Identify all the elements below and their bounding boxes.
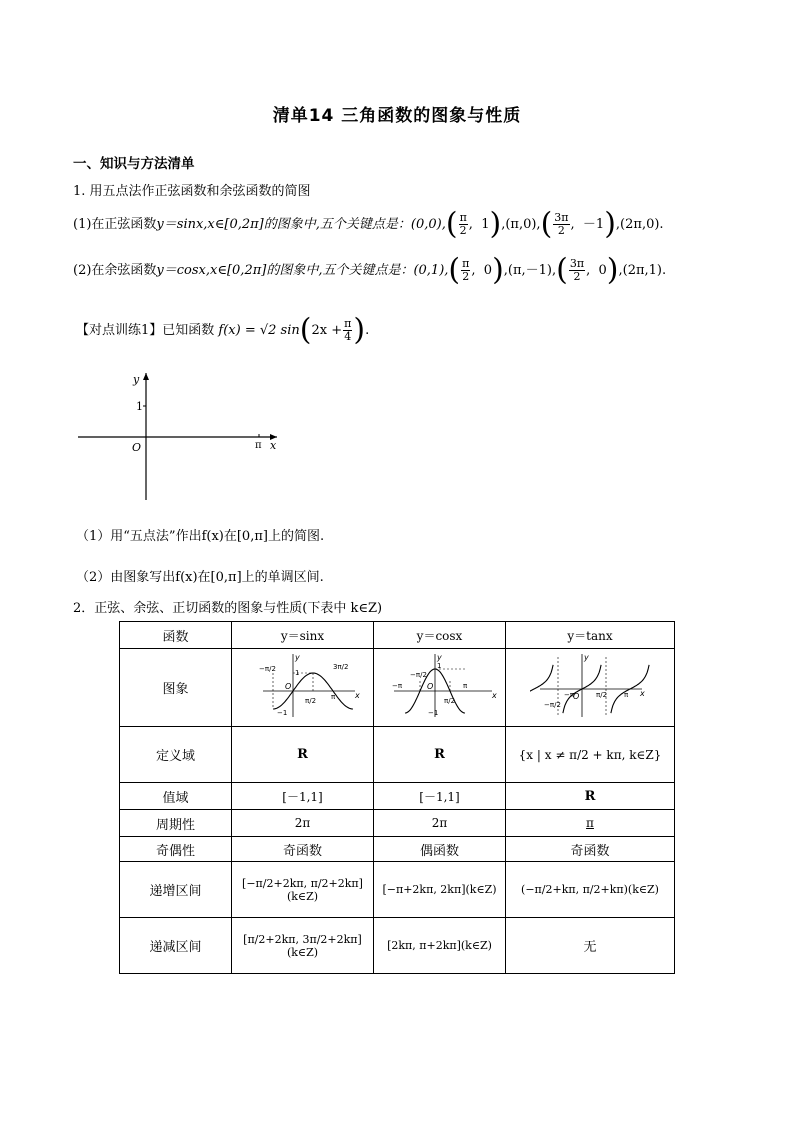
- tangent-origin-label: O: [573, 691, 580, 701]
- blank-axes-graph: [72, 365, 292, 505]
- sine-neg-pi-half-label: −π/2: [258, 664, 276, 673]
- sine-pi-label: π: [330, 692, 335, 701]
- question-1: （1）用“五点法”作出f(x)在[0,π]上的简图.: [76, 529, 325, 544]
- table-row-decreasing: 递减区间 [π/2+2kπ, 3π/2+2kπ](k∈Z) [2kπ, π+2kπ](k∈Z) 无: [120, 918, 675, 974]
- table-row-domain: 定义域 R R {x | x ≠ π/2 + kπ, k∈Z}: [120, 727, 675, 783]
- cosine-neg-pi-half-label: −π/2: [409, 670, 427, 679]
- one-tick-label: 1: [136, 400, 143, 413]
- origin-label: O: [132, 441, 142, 454]
- tangent-x-label: x: [640, 688, 645, 698]
- cosine-x-label: x: [491, 690, 497, 700]
- sine-y-label: y: [294, 652, 300, 662]
- tangent-pi-label: π: [624, 690, 629, 699]
- pi-tick-label: π: [255, 440, 262, 451]
- tangent-mini-graph: [530, 651, 650, 721]
- cosine-neg-one-label: −1: [427, 708, 438, 717]
- sine-graph-cell: [232, 649, 374, 727]
- tangent-pi-half-label: π/2: [596, 690, 608, 699]
- table-row-increasing: 递增区间 [−π/2+2kπ, π/2+2kπ](k∈Z) [−π+2kπ, 2kπ](k∈Z) (−π/2+kπ, π/2+kπ)(k∈Z): [120, 862, 675, 918]
- section-heading: 一、知识与方法清单: [73, 156, 195, 172]
- sine-origin-label: O: [284, 681, 291, 691]
- exercise-1: 【对点训练1】已知函数 f(x) = √2 sin(2x + $\frac{\pi}{4}$ ).: [76, 312, 370, 348]
- trig-properties-table: [119, 621, 675, 974]
- table-row-period: 周期性 2π 2π π: [120, 810, 675, 837]
- cosine-pi-half-label: π/2: [443, 696, 455, 705]
- table-row-graph: 图象 y x O 1 −1 −π/2 π/2 π 3π/2 y x O 1 −1 −π/2 π/2 −π π y x O −π/2 π/2 π −π: [120, 649, 675, 727]
- sine-x-label: x: [354, 690, 360, 700]
- cosine-pi-label: π: [462, 681, 467, 690]
- tangent-neg-pi-label: −π: [564, 690, 575, 699]
- sine-mini-graph: [243, 651, 363, 721]
- question-2: （2）由图象写出f(x)在[0,π]上的单调区间.: [76, 570, 324, 585]
- cosine-one-label: 1: [436, 661, 441, 670]
- table-row-range: 值域 [－1,1] [－1,1] R: [120, 783, 675, 810]
- cosine-graph-cell: [374, 649, 506, 727]
- sine-neg-one-label: −1: [276, 708, 287, 717]
- tangent-y-label: y: [584, 652, 589, 662]
- cosine-mini-graph: [380, 651, 500, 721]
- page-title: 清单14 三角函数的图象与性质: [272, 106, 522, 126]
- y-axis-label: y: [133, 373, 140, 386]
- sine-three-pi-half-label: 3π/2: [332, 662, 348, 671]
- x-axis-label: x: [270, 439, 277, 452]
- cosine-origin-label: O: [426, 681, 433, 691]
- sine-one-label: 1: [294, 668, 299, 677]
- tangent-neg-pi-half-label: −π/2: [544, 700, 561, 709]
- item-1-heading: 1. 用五点法作正弦函数和余弦函数的简图: [73, 184, 311, 199]
- item-2-heading: 2．正弦、余弦、正切函数的图象与性质(下表中 k∈Z): [73, 601, 383, 616]
- cosine-neg-pi-label: −π: [391, 681, 402, 690]
- sine-key-points-line: (1)在正弦函数y＝sinx,x∈[0,2π]的图象中,五个关键点是：(0,0),( $\frac{\pi}{2}$ , 1),(π,0),( $\frac{3\pi}{2}$ , －1),(2π,0).: [73, 206, 664, 242]
- cosine-y-label: y: [436, 652, 442, 662]
- sine-pi-half-label: π/2: [304, 696, 316, 705]
- tangent-graph-cell: [506, 649, 675, 727]
- table-row-parity: 奇偶性 奇函数 偶函数 奇函数: [120, 837, 675, 862]
- cosine-key-points-line: (2)在余弦函数y＝cosx,x∈[0,2π]的图象中,五个关键点是：(0,1),( $\frac{\pi}{2}$ , 0),(π,－1),( $\frac{3\pi}{2}$ , 0),(2π,1).: [73, 252, 667, 288]
- table-header-row: 函数 y＝sinx y＝cosx y＝tanx: [120, 622, 675, 649]
